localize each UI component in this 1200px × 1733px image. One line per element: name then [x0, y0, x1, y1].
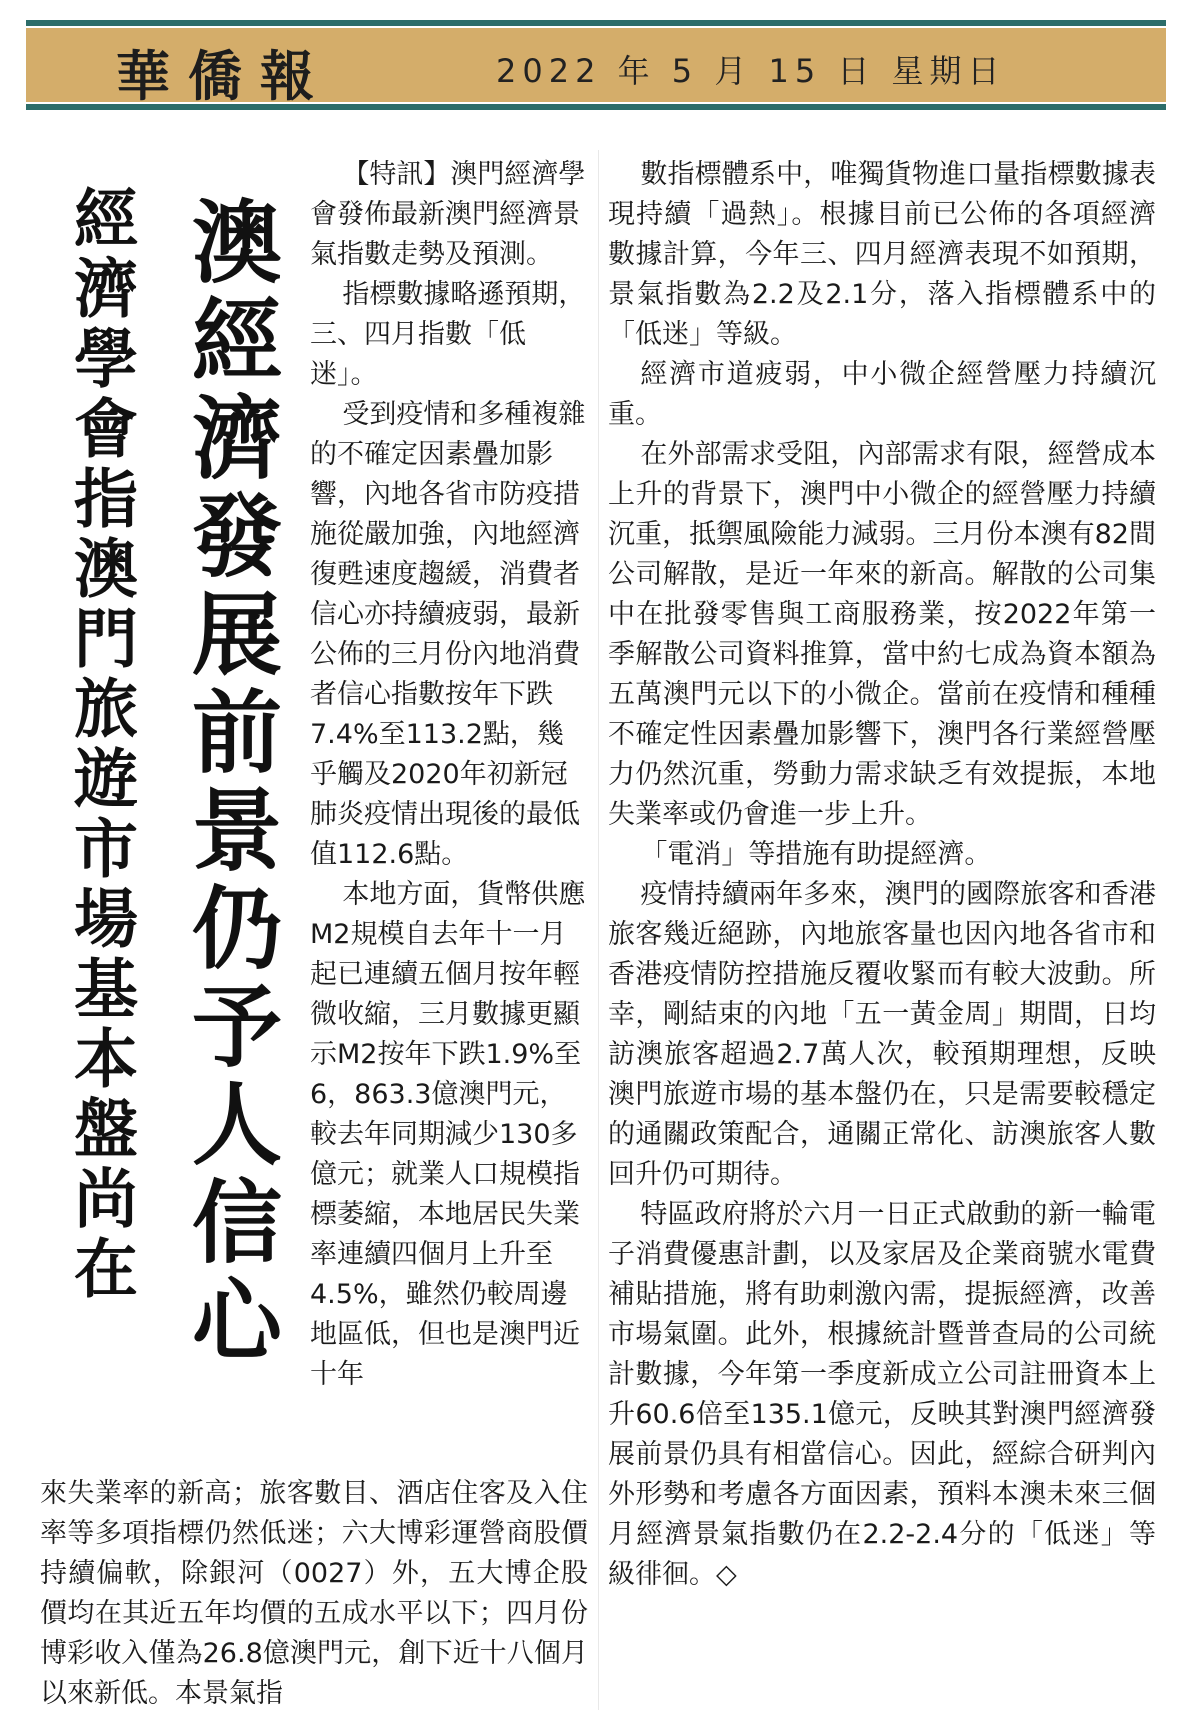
article-column-right — [608, 155, 1156, 1595]
paragraph: 受到疫情和多種複雜的不確定因素疊加影響，內地各省市防疫措施從嚴加強，內地經濟復甦速度趨緩，消費者信心亦持續疲弱，最新公佈的三月份內地消費者信心指數按年下跌7.4%至113.2點，幾乎觸及2020年初新冠肺炎疫情出現後的最低值112.6點。 — [310, 399, 586, 870]
issue-date: 2022 年 5 月 15 日 星期日 — [496, 52, 1006, 90]
section-lead: 經濟市道疲弱，中小微企經營壓力持續沉重。 — [608, 359, 1156, 430]
headline: 澳經濟發展前景仍予人信心 — [176, 195, 281, 1371]
paragraph: 在外部需求受阻，內部需求有限，經營成本上升的背景下，澳門中小微企的經營壓力持續沉重，抵禦風險能力減弱。三月份本澳有82間公司解散，是近一年來的新高。解散的公司集中在批發零售與工商服務業，按2022年第一季解散公司資料推算，當中約七成為資本額為五萬澳門元以下的小微企。當前在疫情和種種不確定性因素疊加影響下，澳門各行業經營壓力仍然沉重，勞動力需求缺乏有效提振，本地失業率或仍會進一步上升。 — [608, 439, 1156, 830]
article-column-1 — [310, 155, 588, 1395]
paragraph: 來失業率的新高；旅客數目、酒店住客及入住率等多項指標仍然低迷；六大博彩運營商股價持續偏軟，除銀河（0027）外，五大博企股價均在其近五年均價的五成水平以下；四月份博彩收入僅為26.8億澳門元，創下近十八個月以來新低。本景氣指 — [40, 1478, 588, 1709]
masthead-top-rule — [26, 20, 1166, 26]
paragraph: 特區政府將於六月一日正式啟動的新一輪電子消費優惠計劃，以及家居及企業商號水電費補貼措施，將有助刺激內需，提振經濟，改善市場氣圍。此外，根據統計暨普查局的公司統計數據，今年第一季度新成立公司註冊資本上升60.6倍至135.1億元，反映其對澳門經濟發展前景仍具有相當信心。因此，經綜合研判內外形勢和考慮各方面因素，預料本澳未來三個月經濟景氣指數仍在2.2-2.4分的「低迷」等級徘徊。◇ — [608, 1199, 1156, 1590]
column-divider — [598, 150, 599, 1710]
paragraph: 【特訊】澳門經濟學會發佈最新澳門經濟景氣指數走勢及預測。 — [310, 159, 586, 270]
newspaper-name: 華僑報 — [116, 44, 332, 108]
paragraph: 本地方面，貨幣供應M2規模自去年十一月起已連續五個月按年輕微收縮，三月數據更顯示M2按年下跌1.9%至6，863.3億澳門元，較去年同期減少130多億元；就業人口規模指標萎縮，本地居民失業率連續四個月上升至4.5%，雖然仍較周邊地區低，但也是澳門近十年 — [310, 879, 586, 1390]
section-lead: 「電消」等措施有助提經濟。 — [640, 839, 992, 870]
masthead — [26, 20, 1166, 110]
paragraph: 指標數據略遜預期，三、四月指數「低迷」。 — [310, 279, 586, 390]
article-bottom-left — [40, 1474, 588, 1714]
paragraph: 數指標體系中，唯獨貨物進口量指標數據表現持續「過熱」。根據目前已公佈的各項經濟數據計算，今年三、四月經濟表現不如預期，景氣指數為2.2及2.1分，落入指標體系中的「低迷」等級。 — [608, 159, 1156, 350]
subheadline: 經濟學會指澳門旅遊市場基本盤尚在 — [63, 185, 137, 1305]
paragraph: 疫情持續兩年多來，澳門的國際旅客和香港旅客幾近絕跡，內地旅客量也因內地各省市和香港疫情防控措施反覆收緊而有較大波動。所幸，剛結束的內地「五一黃金周」期間，日均訪澳旅客超過2.7萬人次，較預期理想，反映澳門旅遊市場的基本盤仍在，只是需要較穩定的通關政策配合，通關正常化、訪澳旅客人數回升仍可期待。 — [608, 879, 1156, 1190]
